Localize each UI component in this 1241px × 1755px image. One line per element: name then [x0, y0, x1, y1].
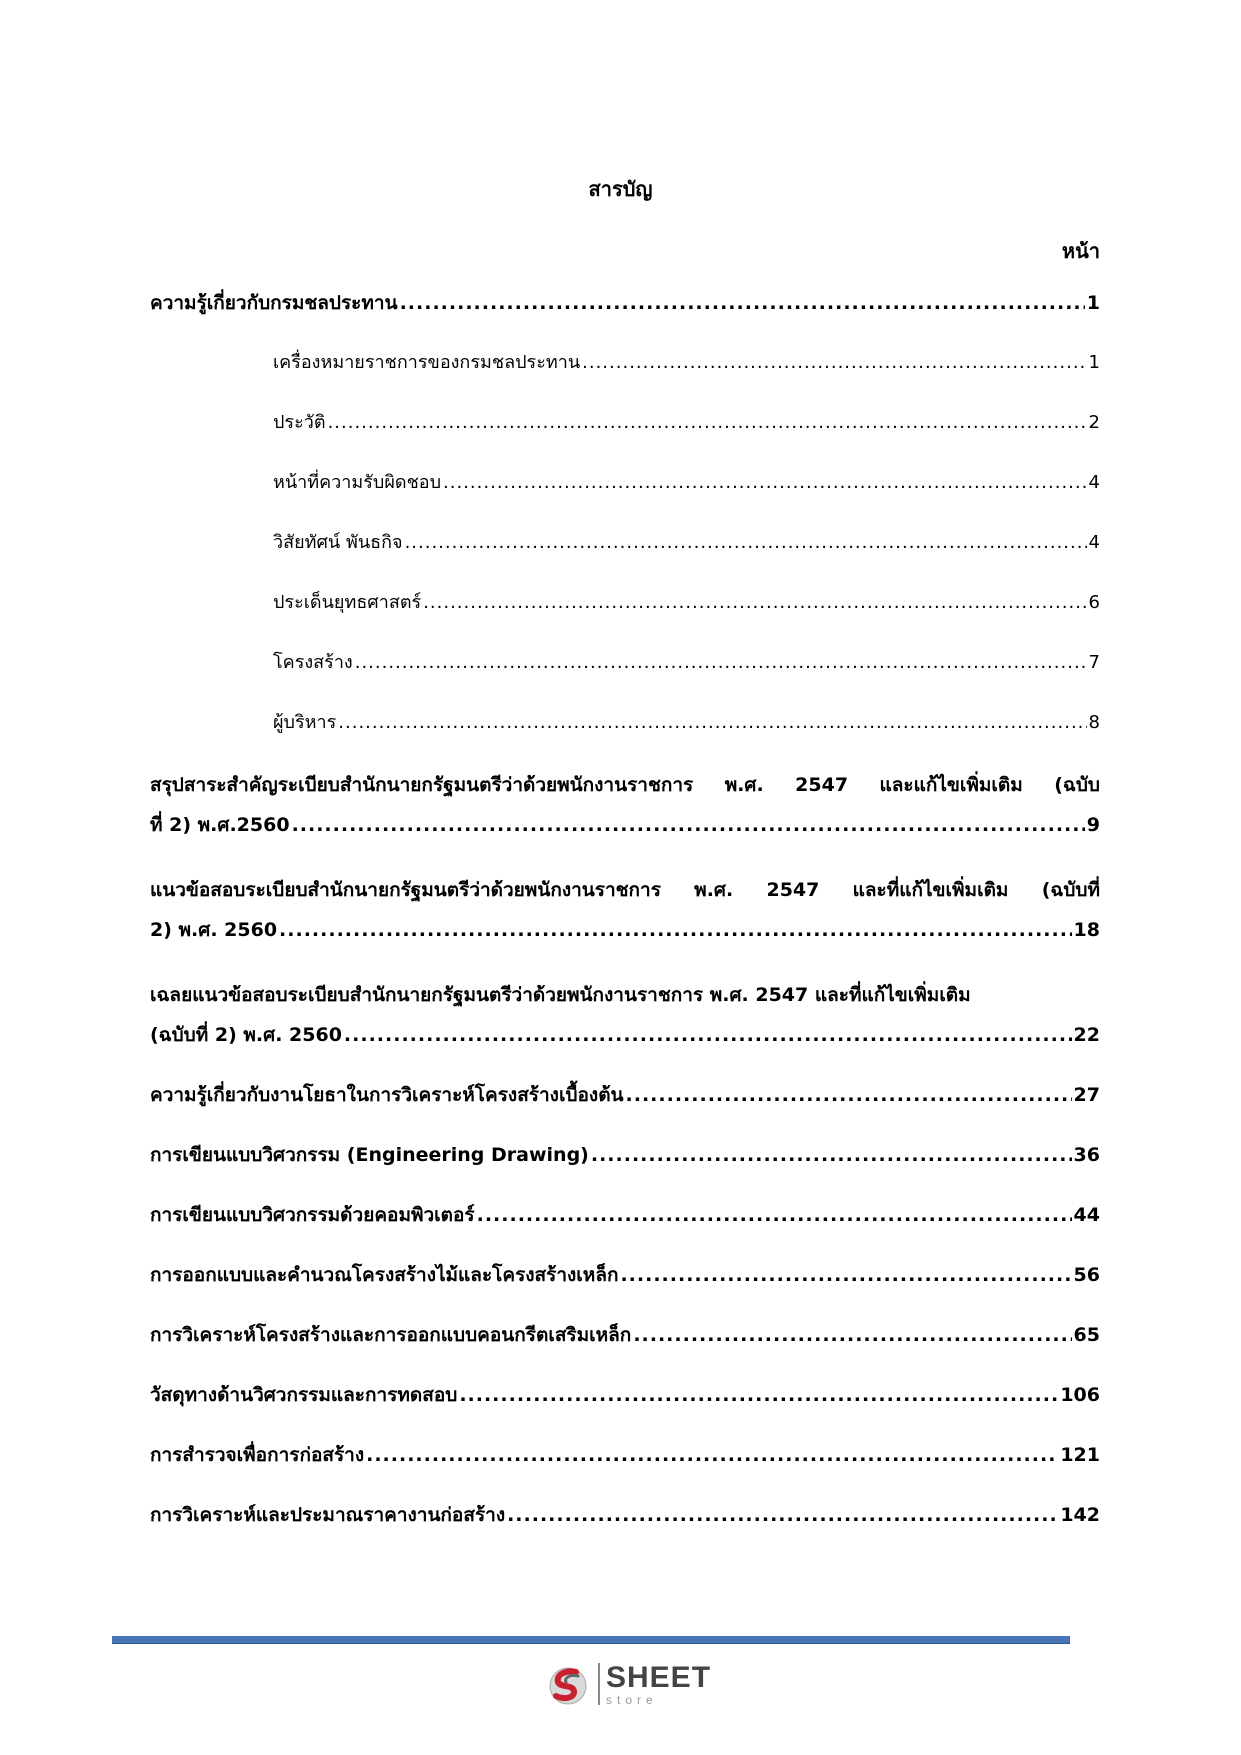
- dot-leader: [477, 1202, 1072, 1228]
- toc-entry-title: การเขียนแบบวิศวกรรมด้วยคอมพิวเตอร์: [150, 1204, 475, 1226]
- toc-entry-page: 142: [1060, 1504, 1100, 1526]
- toc-entry[interactable]: [150, 1262, 1100, 1288]
- toc-entry-title-line2: 2) พ.ศ. 2560: [150, 919, 278, 941]
- toc-entry-page: 1: [1088, 352, 1100, 373]
- toc-entry-title-line1[interactable]: เฉลยแนวข้อสอบระเบียบสำนักนายกรัฐมนตรีว่าด้วยพนักงานราชการ พ.ศ. 2547 และที่แก้ไขเพิ่มเติม: [150, 984, 971, 1006]
- toc-entry[interactable]: [150, 1082, 1100, 1108]
- footer-rule: [112, 1636, 1070, 1644]
- dot-leader: [400, 290, 1085, 316]
- logo-separator: [598, 1663, 600, 1705]
- toc-entry-title: วิสัยทัศน์ พันธกิจ: [273, 532, 403, 553]
- toc-entry-page: 65: [1073, 1324, 1100, 1346]
- dot-leader: [355, 650, 1087, 676]
- toc-entry[interactable]: [150, 1382, 1100, 1408]
- toc-entry-page: 121: [1060, 1444, 1100, 1466]
- toc-subentry[interactable]: [273, 350, 1100, 376]
- toc-entry-title-line1[interactable]: แนวข้อสอบระเบียบสำนักนายกรัฐมนตรีว่าด้วยพนักงานราชการ พ.ศ. 2547 และที่แก้ไขเพิ่มเติม (ฉบับที่: [150, 879, 1100, 901]
- toc-entry[interactable]: [150, 812, 1100, 838]
- dot-leader: [338, 710, 1086, 736]
- dot-leader: [626, 1082, 1072, 1108]
- toc-entry-page: 8: [1088, 712, 1100, 733]
- dot-leader: [459, 1382, 1058, 1408]
- page-title: สารบัญ: [588, 177, 653, 201]
- toc-entry-title: ความรู้เกี่ยวกับกรมชลประทาน: [150, 292, 398, 314]
- toc-entry-title: ประเด็นยุทธศาสตร์: [273, 592, 422, 613]
- toc-entry-title: โครงสร้าง: [273, 652, 353, 673]
- dot-leader: [279, 917, 1072, 943]
- toc-entry[interactable]: [150, 1202, 1100, 1228]
- dot-leader: [344, 1022, 1072, 1048]
- toc-entry[interactable]: [150, 1322, 1100, 1348]
- toc-entry-page: 4: [1088, 532, 1100, 553]
- toc-subentry[interactable]: [273, 710, 1100, 736]
- toc-entry-page: 36: [1073, 1144, 1100, 1166]
- toc-entry-page: 18: [1073, 919, 1100, 941]
- toc-entry-page: 2: [1088, 412, 1100, 433]
- dot-leader: [582, 350, 1086, 376]
- toc-entry[interactable]: [150, 1442, 1100, 1468]
- toc-entry-title: เครื่องหมายราชการของกรมชลประทาน: [273, 352, 581, 373]
- toc-entry-page: 44: [1073, 1204, 1100, 1226]
- logo-subtext: store: [606, 1692, 658, 1707]
- sheet-store-logo: [544, 1660, 711, 1708]
- toc-entry-title-line2: (ฉบับที่ 2) พ.ศ. 2560: [150, 1024, 342, 1046]
- toc-entry-title: การสำรวจเพื่อการก่อสร้าง: [150, 1444, 365, 1466]
- toc-subentry[interactable]: [273, 410, 1100, 436]
- toc-entry[interactable]: [150, 1502, 1100, 1528]
- page-column-header: หน้า: [1061, 239, 1100, 263]
- toc-entry[interactable]: [150, 917, 1100, 943]
- toc-entry-title: การเขียนแบบวิศวกรรม (Engineering Drawing): [150, 1144, 589, 1166]
- toc-entry-page: 9: [1086, 814, 1100, 836]
- toc-entry[interactable]: [150, 290, 1100, 316]
- toc-entry-page: 7: [1088, 652, 1100, 673]
- toc-entry-title: ประวัติ: [273, 412, 326, 433]
- dot-leader: [423, 590, 1086, 616]
- toc-subentry[interactable]: [273, 530, 1100, 556]
- toc-entry-title: ผู้บริหาร: [273, 712, 337, 733]
- dot-leader: [443, 470, 1087, 496]
- toc-entry-title-line1[interactable]: สรุปสาระสำคัญระเบียบสำนักนายกรัฐมนตรีว่าด้วยพนักงานราชการ พ.ศ. 2547 และแก้ไขเพิ่มเติม (ฉบับ: [150, 774, 1100, 796]
- toc-entry-title: การออกแบบและคำนวณโครงสร้างไม้และโครงสร้างเหล็ก: [150, 1264, 619, 1286]
- dot-leader: [620, 1262, 1071, 1288]
- toc-entry-title: การวิเคราะห์โครงสร้างและการออกแบบคอนกรีตเสริมเหล็ก: [150, 1324, 632, 1346]
- toc-entry[interactable]: [150, 1142, 1100, 1168]
- toc-entry-page: 27: [1073, 1084, 1100, 1106]
- toc-entry-title: การวิเคราะห์และประมาณราคางานก่อสร้าง: [150, 1504, 506, 1526]
- dot-leader: [633, 1322, 1071, 1348]
- toc-entry[interactable]: [150, 1022, 1100, 1048]
- toc-entry-title: วัสดุทางด้านวิศวกรรมและการทดสอบ: [150, 1384, 458, 1406]
- dot-leader: [591, 1142, 1072, 1168]
- logo-s-icon: [544, 1660, 592, 1708]
- logo-text: SHEET: [606, 1660, 712, 1694]
- toc-entry-page: 1: [1086, 292, 1100, 314]
- toc-entry-page: 56: [1073, 1264, 1100, 1286]
- dot-leader: [507, 1502, 1058, 1528]
- toc-entry-title: ความรู้เกี่ยวกับงานโยธาในการวิเคราะห์โครงสร้างเบื้องต้น: [150, 1084, 624, 1106]
- toc-entry-page: 4: [1088, 472, 1100, 493]
- toc-entry-page: 6: [1088, 592, 1100, 613]
- dot-leader: [328, 410, 1087, 436]
- dot-leader: [292, 812, 1085, 838]
- toc-subentry[interactable]: [273, 470, 1100, 496]
- toc-subentry[interactable]: [273, 650, 1100, 676]
- toc-entry-title-line2: ที่ 2) พ.ศ.2560: [150, 814, 290, 836]
- toc-entry-page: 22: [1073, 1024, 1100, 1046]
- toc-entry-title: หน้าที่ความรับผิดชอบ: [273, 472, 442, 493]
- dot-leader: [366, 1442, 1058, 1468]
- toc-subentry[interactable]: [273, 590, 1100, 616]
- toc-entry-page: 106: [1060, 1384, 1100, 1406]
- dot-leader: [405, 530, 1087, 556]
